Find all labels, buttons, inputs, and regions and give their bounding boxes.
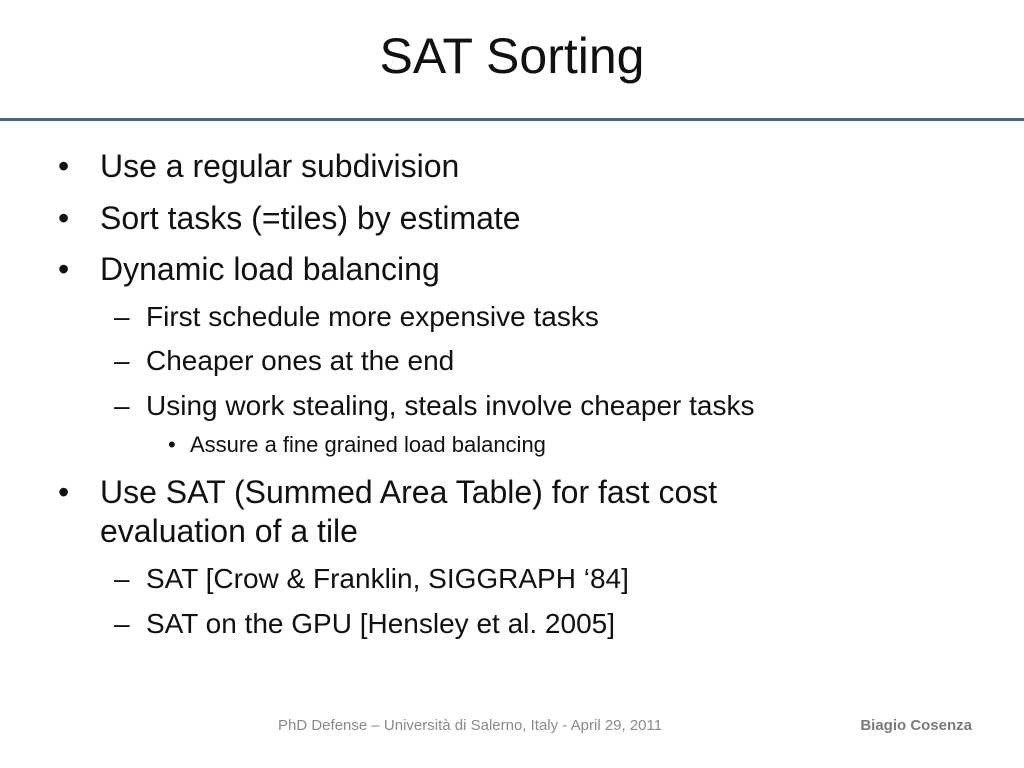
sub-bullet-item <box>114 561 629 597</box>
dash-marker: – <box>114 608 130 639</box>
sub-bullet-item <box>114 299 599 335</box>
bullet-text: Use a regular subdivision <box>100 148 460 184</box>
bullet-marker: • <box>58 251 70 287</box>
sub-bullet-text: Cheaper ones at the end <box>146 345 455 376</box>
bullet-item <box>58 472 718 512</box>
footer-author: Biagio Cosenza <box>860 717 972 734</box>
slide-title: SAT Sorting <box>379 28 645 84</box>
sub-bullet-text: SAT on the GPU [Hensley et al. 2005] <box>146 608 615 639</box>
bullet-item <box>58 146 460 186</box>
bullet-marker: • <box>168 432 176 457</box>
bullet-text: Sort tasks (=tiles) by estimate <box>100 200 521 236</box>
bullet-text: Use SAT (Summed Area Table) for fast cost <box>100 474 718 510</box>
dash-marker: – <box>114 345 130 376</box>
sub-bullet-text: Using work stealing, steals involve cheaper tasks <box>146 390 755 421</box>
bullet-item <box>58 249 440 289</box>
bullet-marker: • <box>58 474 70 510</box>
sub-bullet-item <box>114 343 455 379</box>
footer-event: PhD Defense – Università di Salerno, Italy - April 29, 2011 <box>278 717 663 734</box>
sub-sub-bullet-text: Assure a fine grained load balancing <box>190 432 546 457</box>
dash-marker: – <box>114 390 130 421</box>
bullet-marker: • <box>58 148 70 184</box>
sub-bullet-item <box>114 388 755 424</box>
dash-marker: – <box>114 563 130 594</box>
bullet-item <box>58 198 521 238</box>
title-divider <box>0 118 1024 121</box>
dash-marker: – <box>114 301 130 332</box>
sub-bullet-text: SAT [Crow & Franklin, SIGGRAPH ‘84] <box>146 563 629 594</box>
sub-bullet-text: First schedule more expensive tasks <box>146 301 599 332</box>
bullet-text: Dynamic load balancing <box>100 251 440 287</box>
bullet-continuation <box>100 511 358 551</box>
bullet-text: evaluation of a tile <box>100 513 358 549</box>
sub-bullet-item <box>114 606 615 642</box>
bullet-marker: • <box>58 200 70 236</box>
sub-sub-bullet-item <box>168 431 546 459</box>
